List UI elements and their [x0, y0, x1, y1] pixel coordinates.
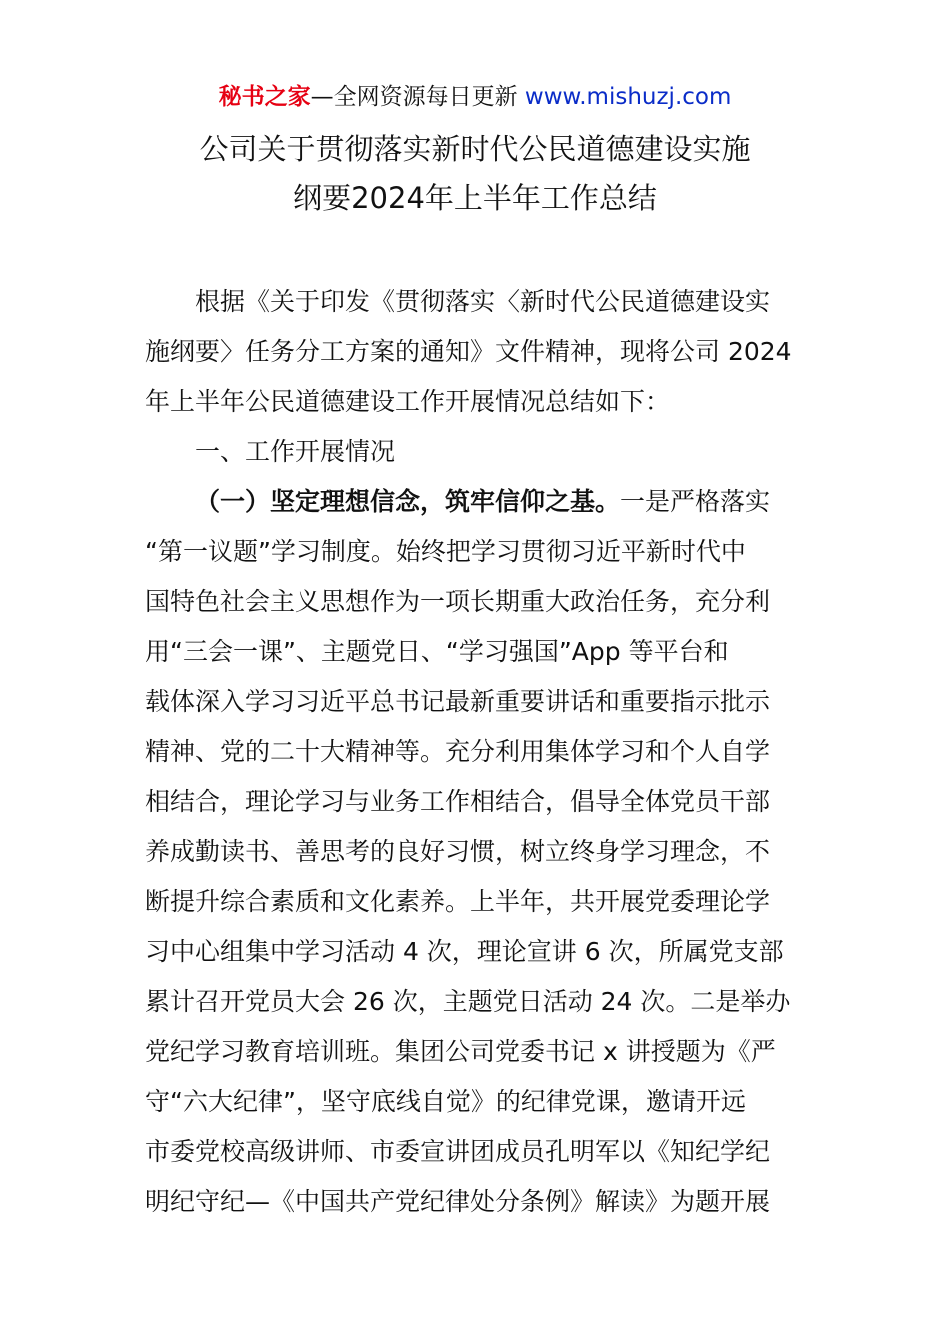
body-line-text: 相结合，理论学习与业务工作相结合，倡导全体党员干部	[145, 787, 771, 816]
body-line	[195, 285, 810, 319]
body-line	[145, 1135, 810, 1169]
body-line	[145, 635, 810, 669]
body-line-text: 市委党校高级讲师、市委宣讲团成员孔明军以《知纪学纪	[145, 1137, 771, 1166]
body-line-text: 守“六大纪律”，坚守底线自觉》的纪律党课，邀请开远	[145, 1087, 746, 1116]
body-line-text: 载体深入学习习近平总书记最新重要讲话和重要指示批示	[145, 687, 771, 716]
body-line-text: 习中心组集中学习活动 4 次，理论宣讲 6 次，所属党支部	[145, 937, 784, 966]
section-heading-text: 一、工作开展情况	[195, 437, 396, 466]
body-line	[145, 1185, 810, 1219]
body-line-text: 年上半年公民道德建设工作开展情况总结如下：	[145, 387, 671, 416]
body-line	[145, 735, 810, 769]
body-line	[145, 785, 810, 819]
subsection-heading: （一）坚定理想信念，筑牢信仰之基。	[195, 487, 621, 516]
body-line-text: 累计召开党员大会 26 次，主题党日活动 24 次。二是举办	[145, 987, 791, 1016]
site-link[interactable]: www.mishuzj.com	[524, 84, 732, 110]
body-line	[145, 935, 810, 969]
body-line-text: 用“三会一课”、主题党日、“学习强国”App 等平台和	[145, 637, 729, 666]
body-line	[145, 1085, 810, 1119]
body-line-text: 一是严格落实	[620, 487, 771, 516]
body-line	[145, 1035, 810, 1069]
body-line-text: 精神、党的二十大精神等。充分利用集体学习和个人自学	[145, 737, 771, 766]
body-line	[145, 385, 810, 419]
body-line-text: “第一议题”学习制度。始终把学习贯彻习近平新时代中	[145, 537, 746, 566]
body-line-text: 养成勤读书、善思考的良好习惯，树立终身学习理念，不	[145, 837, 771, 866]
body-line	[145, 535, 810, 569]
section-heading	[195, 435, 810, 469]
body-line	[145, 985, 810, 1019]
body-line-text: 根据《关于印发《贯彻落实〈新时代公民道德建设实	[195, 287, 771, 316]
body-line	[145, 335, 810, 369]
body-line	[145, 685, 810, 719]
document-title-line-2: 纲要2024年上半年工作总结	[293, 181, 657, 215]
brand-slogan: —全网资源每日更新	[310, 84, 525, 110]
body-line	[145, 835, 810, 869]
document-title-line-1: 公司关于贯彻落实新时代公民道德建设实施	[199, 132, 751, 166]
body-line-text: 断提升综合素质和文化素养。上半年，共开展党委理论学	[145, 887, 771, 916]
brand-name: 秘书之家	[218, 84, 311, 110]
site-banner	[0, 82, 950, 112]
body-line-text: 国特色社会主义思想作为一项长期重大政治任务，充分利	[145, 587, 771, 616]
body-line	[145, 585, 810, 619]
body-line-text: 明纪守纪—《中国共产党纪律处分条例》解读》为题开展	[145, 1187, 771, 1216]
body-line-text: 党纪学习教育培训班。集团公司党委书记 x 讲授题为《严	[145, 1037, 776, 1066]
body-line-text: 施纲要〉任务分工方案的通知》文件精神，现将公司 2024	[145, 337, 792, 366]
subsection-line	[195, 485, 810, 519]
body-line	[145, 885, 810, 919]
